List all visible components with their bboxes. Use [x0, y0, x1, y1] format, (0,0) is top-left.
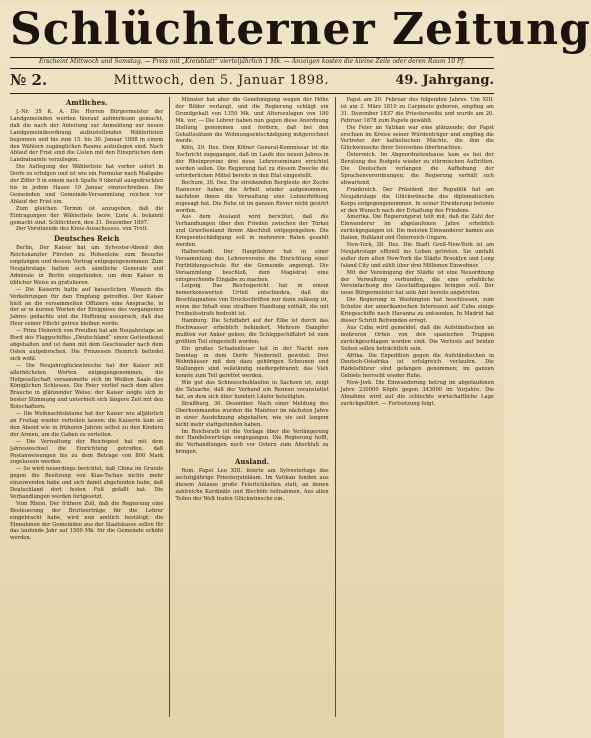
subscription-line: Erscheint Mittwoch und Samstag. — Preis mit „Kreisblatt“ vierteljährlich 1 Mk. — Anzeigen kosten die kleine Zeile oder deren Raum 10 Pf. — [38, 58, 466, 65]
article-paragraph: — Die Neujahrsglückwünsche hat der Kaiser mit allerhöchsten Worten entgegengenommen, die Hofgesellschaft versammelte sich im Weißen Saale des Königlichen Schlosses. Die Feier verlief nach dem alten Brauche in glänzender Weise; der Kaiser zeigte sich in bester Stimmung und unterhielt sich längere Zeit mit den Botschaftern. — [10, 362, 164, 411]
article-paragraph: Mit der Vereinigung der Städte ist eine Neuordnung der Verwaltung verbunden, die eine erhebliche Vereinfachung des Geschäftsganges bringen soll. Der neue Bürgermeister hat sein Amt bereits angetreten. — [340, 269, 494, 297]
section-heading: Ausland. — [234, 457, 270, 467]
article-paragraph: New-York, 28. Dez. Die Stadt Groß-New-York ist am Neujahrstage offiziell ins Leben getreten. Sie umfaßt außer dem alten New-York die Städte Brooklyn und Long Island City und zählt über drei Millionen Einwohner. — [340, 242, 494, 269]
article-paragraph: — So wird neuerdings berichtet, daß China im Grunde gegen die Besitzung von Kiao-Tschau nichts mehr einzuwenden habe und sich damit abgefunden habe, daß Deutschland dort festen Fuß gefaßt hat. Die Verhandlungen werden fortgesetzt. — [10, 466, 164, 500]
article-paragraph: Vom Rhein. Der frühere Zoll, daß die Regierung eine Besteuerung der Bruttoerträge für die Lehrer eingebracht habe, wird nun amtlich bestätigt; die Einnahmen der Gemeinden aus der Staatskasse sollen für das laufende Jahr auf 1500 Mk. für die Gemeinde erhöht werden. — [10, 500, 164, 542]
article-paragraph: Die Auflegung der Wählerliste hat vorher sofort in Dorfe zu erfolgen und ist wie ein Formular nach Maßgabe der Ziffer 9 in einem nach Spalte 9 überall ausgedruckten bis in jedem Hause 10 Januar einzuschreiben. Die Gemeinden und Gemeinde-Versammlung reichen vor Ablauf der Frist ein. — [10, 164, 164, 205]
article-paragraph: Münster hat aber die Genehmigung wegen der Höhe der Bilder verlangt, und die Regierung schlägt ein Grundgehalt von 1350 Mk. und Alterszulagen von 180 Mk. vor. — Die Lehrer haben nun gegen diese Anordnung Stellung genommen und fordern, daß bei den Gehaltssätzen die Wohnungsentschädigung mitgerechnet werde. — [175, 97, 329, 145]
article-paragraph: Aus Cuba wird gemeldet, daß die Aufständischen an mehreren Orten von den spanischen Truppen zurückgeschlagen worden sind. Die Verluste auf beiden Seiten sollen beträchtlich sein. — [340, 324, 494, 352]
article-paragraph: Die Regierung in Washington hat beschlossen, zum Schutze der amerikanischen Interessen auf Cuba einige Kriegsschiffe nach Havanna zu entsenden. In Madrid hat dieser Schritt Befremden erregt. — [340, 297, 494, 324]
article-paragraph: Im Reichsrath ist die Vorlage über die Verlängerung der Handelsverträge eingegangen. Die Regierung hofft, die Verhandlungen noch vor Ostern zum Abschluß zu bringen. — [175, 428, 329, 456]
column-1 — [10, 97, 163, 717]
article-paragraph: Bochum, 30. Dez. Die streikenden Bergleute der Zeche Hannover haben die Arbeit wieder aufgenommen, nachdem ihnen die Verwaltung eine Lohnerhöhung zugesagt hat. Die Ruhe ist im ganzen Revier nicht gestört worden. — [175, 179, 329, 214]
article-paragraph: Ein großes Schadenfeuer hat in der Nacht zum Sonntag in dem Dorfe Niederzell gewütet. Drei Wohnhäuser mit den dazu gehörigen Scheunen und Stallungen sind vollständig niedergebrannt; das Vieh konnte zum Teil gerettet werden. — [175, 345, 329, 380]
article-paragraph: New-Jork. Die Einwanderung betrug im abgelaufenen Jahre 230000 Köpfe gegen 343000 im Vorjahre. Die Abnahme wird auf die schlechte wirtschaftliche Lage zurückgeführt. — Fortsetzung folgt. — [340, 380, 494, 407]
article-paragraph: Amerika. Die Regierungsrat teilt mit, daß die Zahl der Einwanderer im abgelaufenen Jahre erheblich zurückgegangen ist. Die meisten Einwanderer kamen aus Italien, Rußland und Österreich-Ungarn. — [340, 214, 494, 242]
section-heading: Deutsches Reich — [54, 234, 120, 244]
column-2 — [169, 97, 328, 717]
article-paragraph: Rom. Papst Leo XIII. feierte am Sylvestertage das sechzigjährige Priesterjubiläum. Im Vatikan fanden aus diesem Anlasse große Feierlichkeiten statt, an denen zahlreiche Kardinäle und Bischöfe teilnahmen. Aus allen Teilen der Welt trafen Glückwünsche ein. — [175, 468, 329, 502]
article-paragraph: Halberstadt. Der Hauptlehrer hat in einer Versammlung des Lehrervereins die Einrichtung einer Fortbildungsschule für die Gemeinde angeregt. Die Versammlung beschloß, dem Magistrat eine entsprechende Eingabe zu machen. — [175, 248, 329, 283]
article-paragraph: Straßburg, 30. Dezember. Nach einer Meldung des Oberkommandos wurden die Manöver im nächsten Jahre in einer Ausdehnung abgehalten, wie sie seit langem nicht mehr stattgefunden haben. — [175, 400, 329, 428]
article-paragraph: — Die Weihnachtsbäume hat der Kaiser wie alljährlich an Freitag wieder verteilen lassen; die Kaiserin kam an den Abend wie in früheren Jahren selbst zu den Kindern der Armen, um die Gaben zu verteilen. — [10, 411, 164, 438]
dateline-bottom-rule — [10, 93, 494, 94]
column-3 — [335, 97, 494, 717]
article-paragraph: Afrika. Die Expedition gegen die Aufständischen in Deutsch-Ostafrika ist erfolgreich verlaufen. Die Rädelsführer sind gefangen genommen; im ganzen Gebiete herrscht wieder Ruhe. — [340, 352, 494, 380]
issue-date: Mittwoch, den 5. Januar 1898. — [113, 72, 329, 88]
article-paragraph: Frankreich. Der Präsident der Republik hat am Neujahrstage die Glückwünsche des diplomatischen Korps entgegengenommen. In seiner Erwiderung betonte er den Wunsch nach der Erhaltung des Friedens. — [340, 186, 494, 214]
article-paragraph: — Prinz Heinrich von Preußen hat am Neujahrstage an Bord des Flaggschiffes „Deutschland“ einen Gottesdienst abgehalten und ist dann mit dem Geschwader nach dem Osten aufgebrochen. Die Prinzessin Heinrich befindet sich wohl. — [10, 328, 164, 362]
article-paragraph: Der Vorsitzende des Kreis-Ausschusses. von Trott. — [16, 226, 149, 233]
article-paragraph: — Die Verwaltung der Reichspost hat mit dem Jahreswechsel die Einrichtung getroffen, daß Postanweisungen bis zu dem Betrage von 800 Mark zugelassen werden. — [10, 438, 164, 466]
article-paragraph: Berlin, Der Kaiser hat am Sylvester-Abend den Reichskanzler Fürsten zu Hohenlohe zum Besuche empfangen und dessen Vortrag entgegengenommen. Zum Neujahrstage hatten sich sämtliche Generale und Admirale in Berlin eingefunden, um dem Kaiser in üblicher Weise zu gratulieren. — [10, 245, 164, 286]
article-paragraph: Köln, 29. Dez. Dem Kölner General-Kommissar ist die Nachricht zugegangen, daß im Laufe des neuen Jahres in der Rheinprovinz drei neue Lehrerseminare errichtet werden sollen. Die Regierung hat zu diesem Zwecke die erforderlichen Mittel bereits in den Etat eingestellt. — [175, 145, 329, 179]
issue-number: № 2. — [10, 71, 48, 89]
article-paragraph: Zum gleichen Termin ist anzugeben, daß die Eintragungen der Wählerliste bezw. Liste A. bekannt gemacht sind. Schlüchtern, den 31. Dezember 1897. — [10, 205, 164, 226]
volume-year: 49. Jahrgang. — [395, 72, 494, 88]
article-paragraph: Die Feier im Vatikan war eine glänzende; der Papst erschien im Kreise seiner Würdenträger und empfing die Vertreter der katholischen Mächte, die ihm die Glückwünsche ihrer Souveräne überbrachten. — [340, 124, 494, 152]
article-columns — [10, 97, 494, 717]
article-paragraph: Österreich. Im Abgeordnetenhause kam es bei der Beratung des Budgets wieder zu stürmischen Auftritten. Die Deutschen verlangen die Aufhebung der Sprachenverordnungen; die Regierung verhält sich abwartend. — [340, 152, 494, 186]
article-paragraph: Hamburg. Die Schiffahrt auf der Elbe ist durch das Hochwasser erheblich behindert. Mehrere Dampfer mußten vor Anker gehen; die Schleppschiffahrt ist zum größten Teil eingestellt worden. — [175, 318, 329, 345]
article-paragraph: Leipzig. Das Reichsgericht hat in einem bemerkenswerten Urteil entschieden, daß die Beschlagnahme von Druckschriften nur dann zulässig ist, wenn der Inhalt eine strafbare Handlung enthält, die mit Freiheitsstrafe bedroht ist. — [175, 283, 329, 318]
article-paragraph: — Die Kaiserin hatte auf kaiserlichen Wunsch die Vorkehrungen für den Empfang getroffen. Der Kaiser hielt an die versammelten Offiziere eine Ansprache, in der er in kurzen Worten der Ereignisse des vergangenen Jahres gedachte und die Hoffnung aussprach, daß das Heer seiner Pflicht getreu bleiben werde. — [10, 286, 164, 328]
article-paragraph: Aus dem Ausland wird berichtet, daß die Verhandlungen über den Frieden zwischen der Türkei und Griechenland ihrem Abschluß entgegengehen. Die Kriegsentschädigung soll in mehreren Raten gezahlt werden. — [175, 214, 329, 249]
article-paragraph: J.-Nr. 35 K. A. Die Herren Bürgermeister der Landgemeinden werden hierauf aufmerksam gemacht, daß die nach der Anleitung zur Anmeldung zur neuen Landgemeindeordnung aufzustellenden Wählerlisten begonnen und bis zum 15. bis 30. Januar 1898 in einem den Wählern zugänglichen Raume aufzulegen sind. Nach Ablauf der Frist sind die Listen mit den Einsprüchen dem Landratsamte vorzulegen. — [10, 109, 164, 164]
masthead-title: Schlüchterner Zeitung — [10, 4, 591, 55]
newspaper-page — [0, 4, 591, 738]
article-paragraph: Wie gut das Schneeschuhlaufen in Sachsen ist, zeigt die Tatsache, daß der Verband ein Rennen veranstaltet hat, an dem sich über hundert Läufer beteiligten. — [175, 380, 329, 400]
article-paragraph: Papst am 20. Februar des folgenden Jahres. Um XIII. ist am 2. März 1810 zu Carpineto geboren, empfing am 31. Dezember 1837 die Priesterweihe und wurde am 20. Februar 1878 zum Papste gewählt. — [340, 97, 494, 124]
dateline — [10, 69, 494, 91]
section-heading: Amtliches. — [65, 98, 108, 107]
